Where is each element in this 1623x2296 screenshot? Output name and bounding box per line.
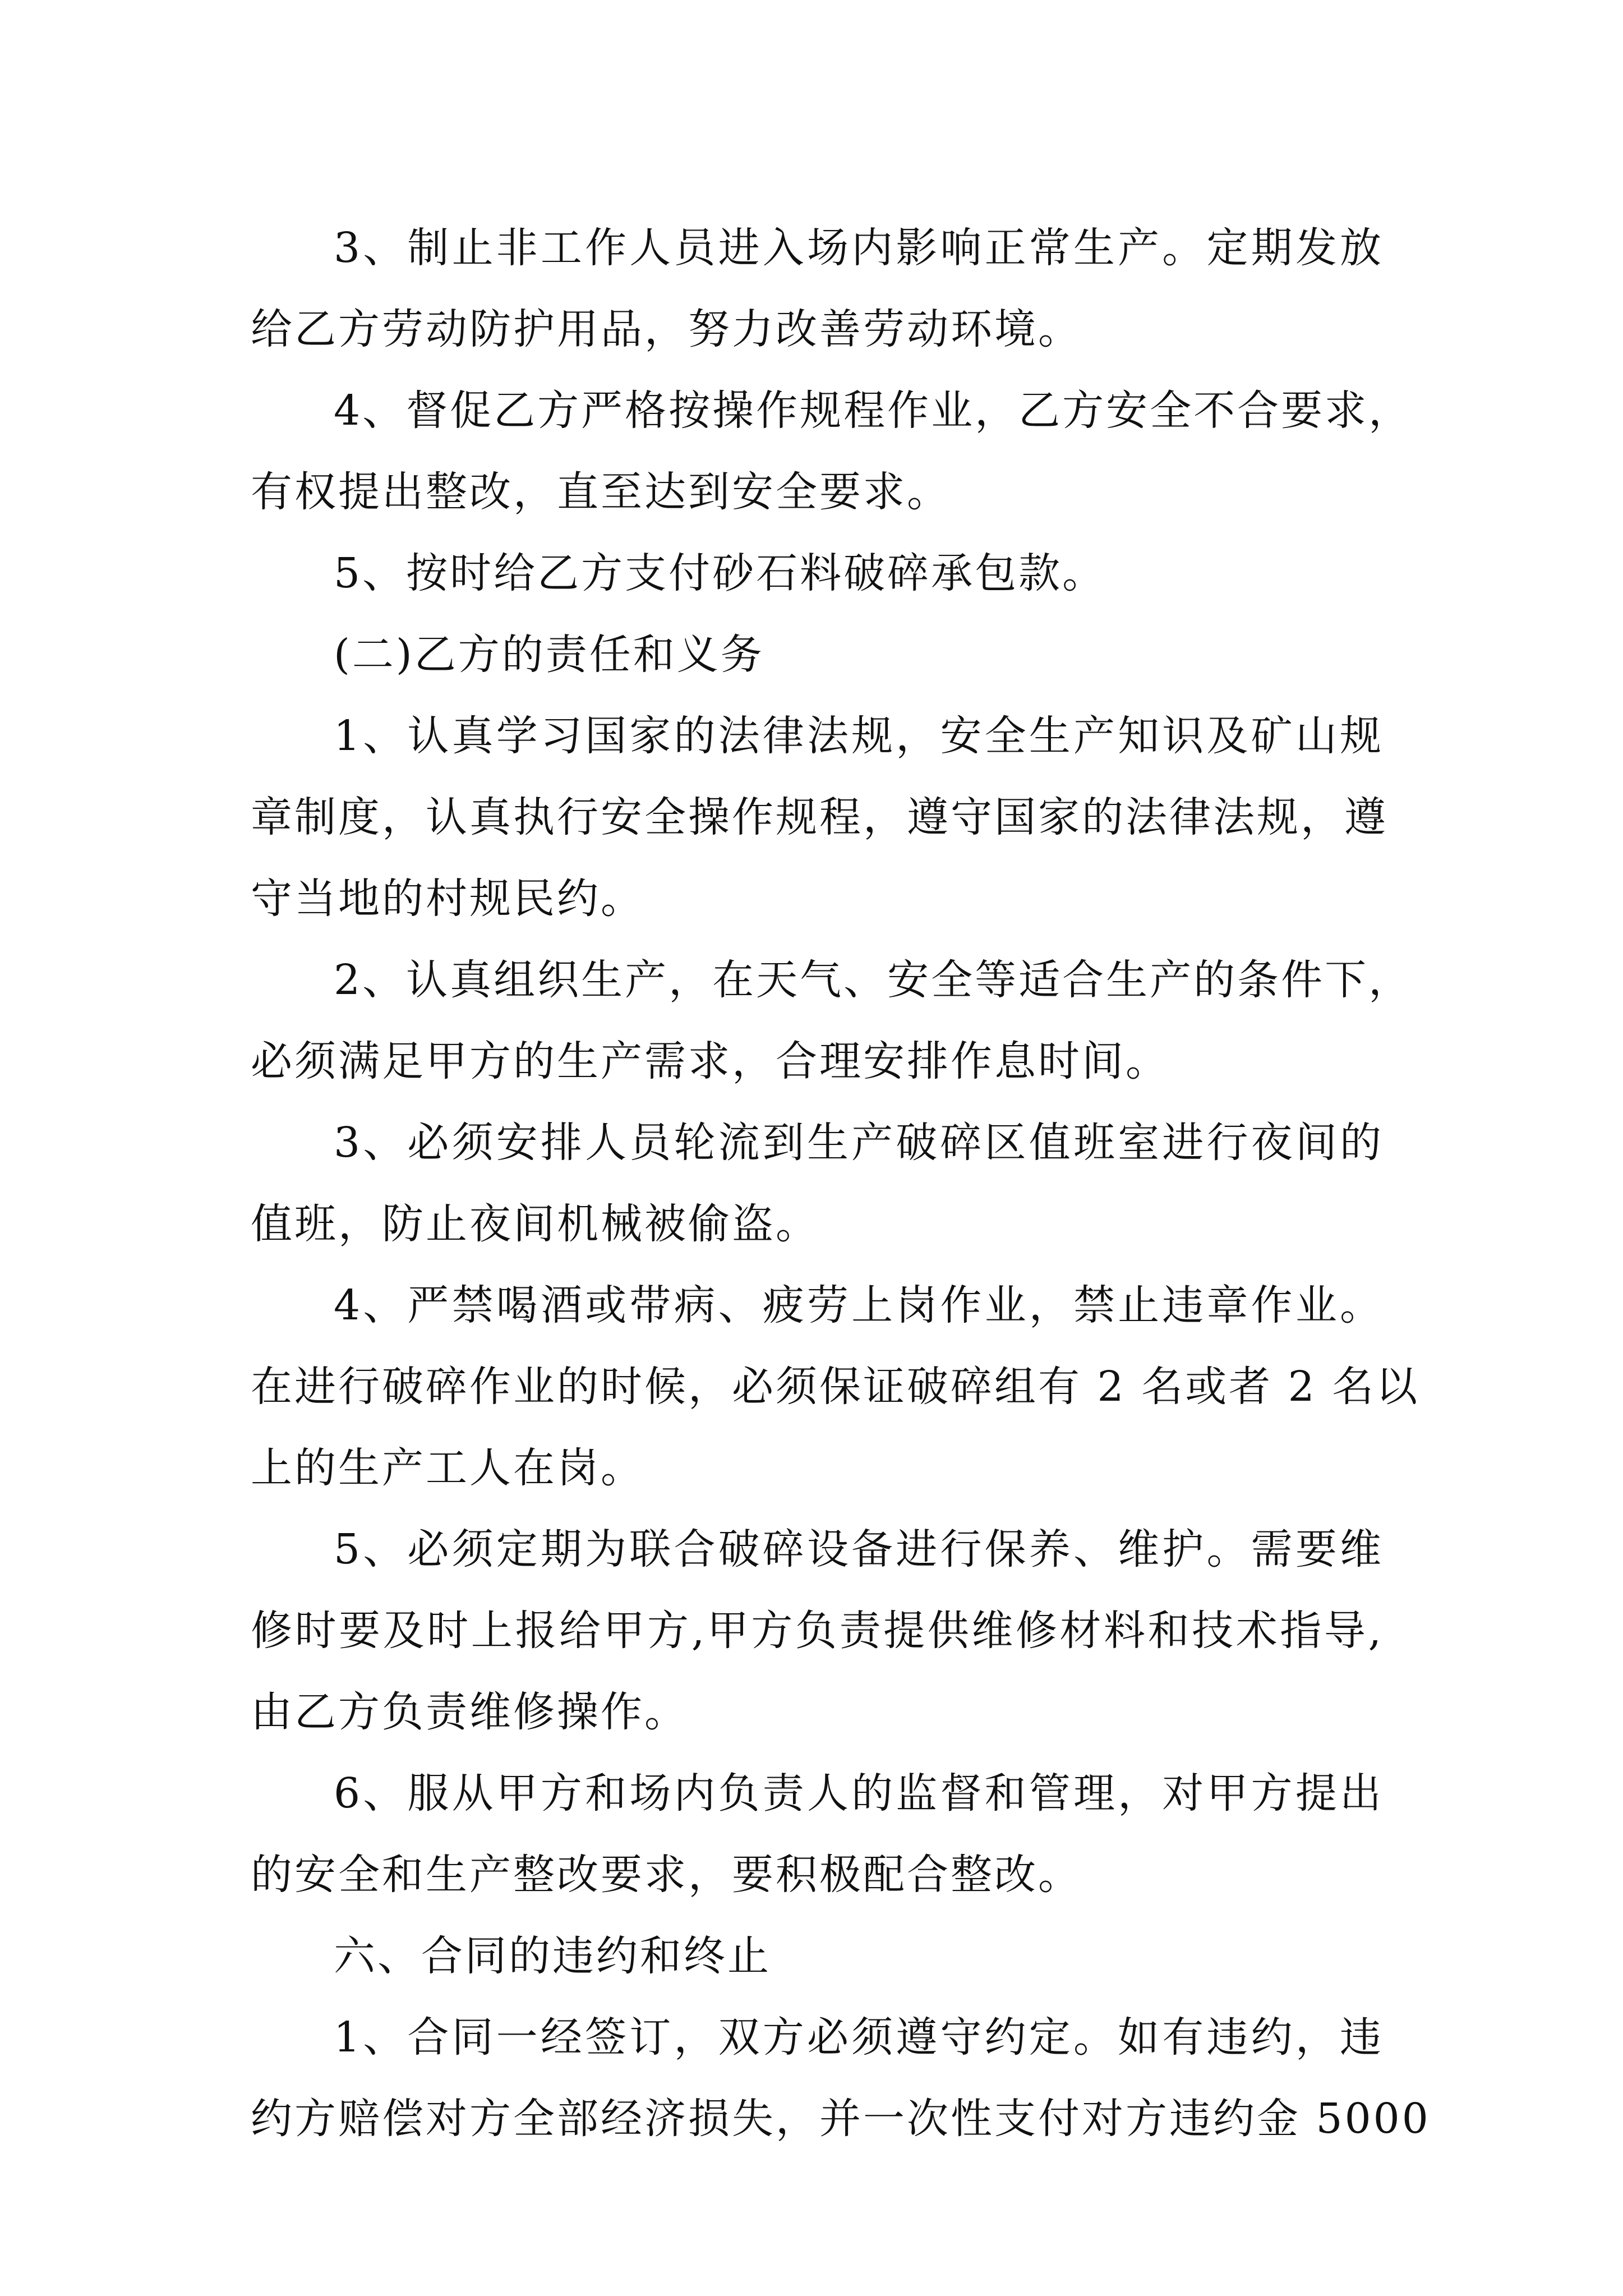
text-line: 约方赔偿对方全部经济损失，并一次性支付对方违约金 5000 — [251, 2095, 1431, 2143]
text-line: 6、服从甲方和场内负责人的监督和管理，对甲方提出 — [334, 1769, 1384, 1818]
text-line: 1、合同一经签订，双方必须遵守约定。如有违约，违 — [334, 2013, 1384, 2062]
document-body — [251, 208, 1431, 2160]
text-line: 六、合同的违约和终止 — [334, 1932, 771, 1980]
text-line: 上的生产工人在岗。 — [251, 1444, 644, 1492]
text-line: 给乙方劳动防护用品，努力改善劳动环境。 — [251, 305, 1082, 353]
text-line: 3、必须安排人员轮流到生产破碎区值班室进行夜间的 — [334, 1119, 1384, 1167]
text-line: 由乙方负责维修操作。 — [251, 1688, 688, 1736]
text-line: 的安全和生产整改要求，要积极配合整改。 — [251, 1851, 1082, 1899]
text-line: 必须满足甲方的生产需求，合理安排作息时间。 — [251, 1037, 1169, 1085]
text-line: 章制度，认真执行安全操作规程，遵守国家的法律法规，遵 — [251, 793, 1388, 841]
text-line: (二)乙方的责任和义务 — [334, 631, 764, 679]
text-line: 有权提出整改，直至达到安全要求。 — [251, 468, 951, 516]
text-line: 1、认真学习国家的法律法规，安全生产知识及矿山规 — [334, 712, 1384, 760]
text-line: 4、严禁喝酒或带病、疲劳上岗作业，禁止违章作业。 — [334, 1281, 1384, 1329]
text-line: 在进行破碎作业的时候，必须保证破碎组有 2 名或者 2 名以 — [251, 1363, 1420, 1411]
text-line: 3、制止非工作人员进入场内影响正常生产。定期发放 — [334, 224, 1384, 272]
text-line: 2、认真组织生产，在天气、安全等适合生产的条件下， — [334, 956, 1413, 1004]
text-line: 修时要及时上报给甲方,甲方负责提供维修材料和技术指导, — [251, 1607, 1384, 1655]
text-line: 5、必须定期为联合破碎设备进行保养、维护。需要维 — [334, 1525, 1384, 1573]
text-line: 4、督促乙方严格按操作规程作业，乙方安全不合要求， — [334, 386, 1413, 435]
text-line: 5、按时给乙方支付砂石料破碎承包款。 — [334, 549, 1106, 597]
text-line: 值班，防止夜间机械被偷盗。 — [251, 1200, 819, 1248]
text-line: 守当地的村规民约。 — [251, 875, 644, 923]
